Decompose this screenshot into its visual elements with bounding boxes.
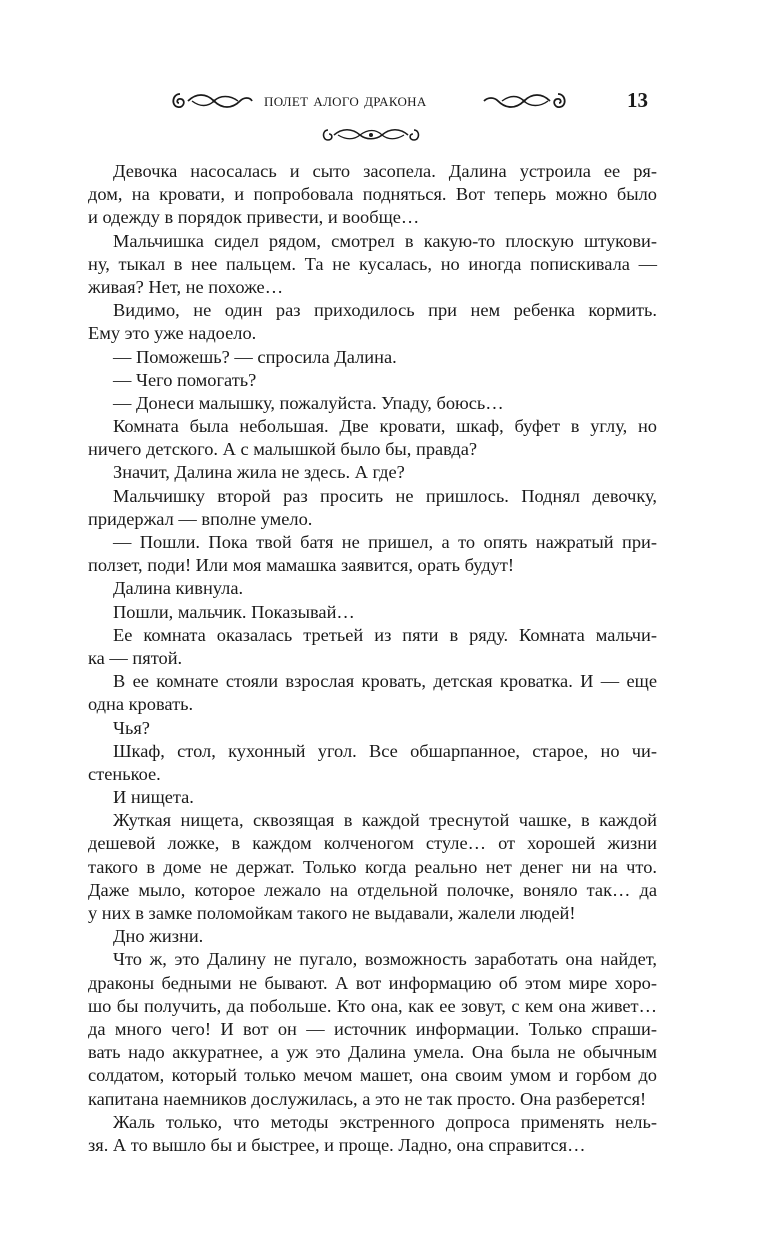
text-line: ну, тыкал в нее пальцем. Та не кусалась, но иногда попискивала — bbox=[88, 253, 657, 274]
text-line: В ее комнате стояли взрослая кровать, детская кроватка. И — еще bbox=[113, 671, 657, 692]
text-line: у них в замке поломойкам такого не выдавали, жалели людей! bbox=[88, 903, 576, 923]
text-line: Далина кивнула. bbox=[113, 578, 244, 599]
text-line: солдатом, который только мечом машет, она своим умом и горбом до bbox=[88, 1065, 657, 1086]
paragraph bbox=[88, 740, 657, 786]
text-line: Видимо, не один раз приходилось при нем ребенка кормить. bbox=[113, 300, 657, 321]
text-line: — Поможешь? — спросила Далина. bbox=[113, 346, 397, 367]
text-line: да много чего! И вот он — источник информации. Только спраши- bbox=[88, 1018, 657, 1039]
paragraph bbox=[113, 601, 657, 624]
paragraph bbox=[113, 717, 657, 740]
paragraph bbox=[88, 624, 657, 670]
text-line: Чья? bbox=[113, 717, 150, 738]
running-title: полет алого дракона bbox=[264, 90, 427, 111]
swirl-ornament-left-icon bbox=[168, 90, 254, 112]
paragraph bbox=[113, 369, 657, 392]
text-line: драконы бедными не бывают. А вот информацию об этом мире хоро- bbox=[88, 972, 657, 993]
text-line: Мальчишка сидел рядом, смотрел в какую-то плоскую штукови- bbox=[113, 230, 657, 251]
paragraph bbox=[88, 531, 657, 577]
paragraph bbox=[88, 415, 657, 461]
text-line: вать надо аккуратнее, а уж это Далина умела. Она была не обычным bbox=[88, 1042, 657, 1063]
paragraph bbox=[113, 786, 657, 809]
text-line: одна кровать. bbox=[88, 694, 194, 715]
text-line: живая? Нет, не похоже… bbox=[88, 276, 284, 297]
paragraph bbox=[113, 392, 657, 415]
text-line: дом, на кровати, и попробовала подняться. Вот теперь можно было bbox=[88, 184, 657, 205]
scroll-ornament-icon bbox=[320, 124, 422, 146]
text-line: — Пошли. Пока твой батя не пришел, а то опять нажратый при- bbox=[113, 532, 657, 552]
text-line: Ему это уже надоело. bbox=[88, 323, 257, 344]
text-line: зя. А то вышло бы и быстрее, и проще. Ладно, она справится… bbox=[88, 1134, 586, 1155]
body-text bbox=[88, 160, 657, 1157]
paragraph bbox=[88, 299, 657, 345]
paragraph bbox=[113, 461, 657, 484]
text-line: Значит, Далина жила не здесь. А где? bbox=[113, 462, 405, 483]
paragraph bbox=[88, 670, 657, 716]
swirl-ornament-right-icon bbox=[482, 90, 572, 112]
text-line: Комната была небольшая. Две кровати, шкаф, буфет в углу, но bbox=[113, 416, 657, 437]
text-line: Мальчишку второй раз просить не пришлось. Поднял девочку, bbox=[113, 485, 657, 506]
text-line: Пошли, мальчик. Показывай… bbox=[113, 601, 355, 622]
text-line: Даже мыло, которое лежало на отдельной полочке, воняло так… да bbox=[88, 879, 657, 900]
text-line: Девочка насосалась и сыто засопела. Далина устроила ее ря- bbox=[113, 161, 657, 181]
text-line: Ее комната оказалась третьей из пяти в ряду. Комната мальчи- bbox=[113, 624, 657, 645]
text-line: И нищета. bbox=[113, 787, 194, 808]
paragraph bbox=[113, 346, 657, 369]
text-line: капитана наемников дослужилась, а это не так просто. Она разберется! bbox=[88, 1088, 647, 1109]
text-line: и одежду в порядок привести, и вообще… bbox=[88, 207, 420, 228]
text-line: Шкаф, стол, кухонный угол. Все обшарпанное, старое, но чи- bbox=[113, 740, 657, 761]
paragraph bbox=[88, 230, 657, 300]
text-line: стенькое. bbox=[88, 763, 161, 784]
text-line: Жаль только, что методы экстренного допроса применять нель- bbox=[113, 1111, 657, 1132]
text-line: ка — пятой. bbox=[88, 647, 183, 668]
text-line: придержал — вполне умело. bbox=[88, 508, 313, 529]
text-line: дешевой ложке, в каждом колченогом стуле… от хорошей жизни bbox=[88, 833, 657, 854]
running-header bbox=[168, 86, 648, 118]
paragraph bbox=[113, 925, 657, 948]
text-line: Дно жизни. bbox=[113, 926, 204, 947]
text-line: Жуткая нищета, сквозящая в каждой треснутой чашке, в каждой bbox=[113, 810, 657, 831]
paragraph bbox=[113, 577, 657, 600]
text-line: ползет, поди! Или моя мамашка заявится, орать будут! bbox=[88, 555, 515, 576]
paragraph bbox=[88, 160, 657, 230]
paragraph bbox=[88, 1111, 657, 1157]
text-line: — Донеси малышку, пожалуйста. Упаду, боюсь… bbox=[113, 392, 504, 413]
page-number: 13 bbox=[627, 88, 648, 112]
text-line: ничего детского. А с малышкой было бы, правда? bbox=[88, 439, 478, 460]
paragraph bbox=[88, 485, 657, 531]
text-line: такого в доме не держат. Только когда реально нет денег ни на что. bbox=[88, 856, 657, 877]
text-line: Что ж, это Далину не пугало, возможность заработать она найдет, bbox=[113, 949, 657, 970]
text-line: шо бы получить, да побольше. Кто она, как ее зовут, с кем она живет… bbox=[88, 995, 657, 1016]
paragraph bbox=[88, 948, 657, 1110]
paragraph bbox=[88, 809, 657, 925]
text-line: — Чего помогать? bbox=[113, 369, 257, 390]
